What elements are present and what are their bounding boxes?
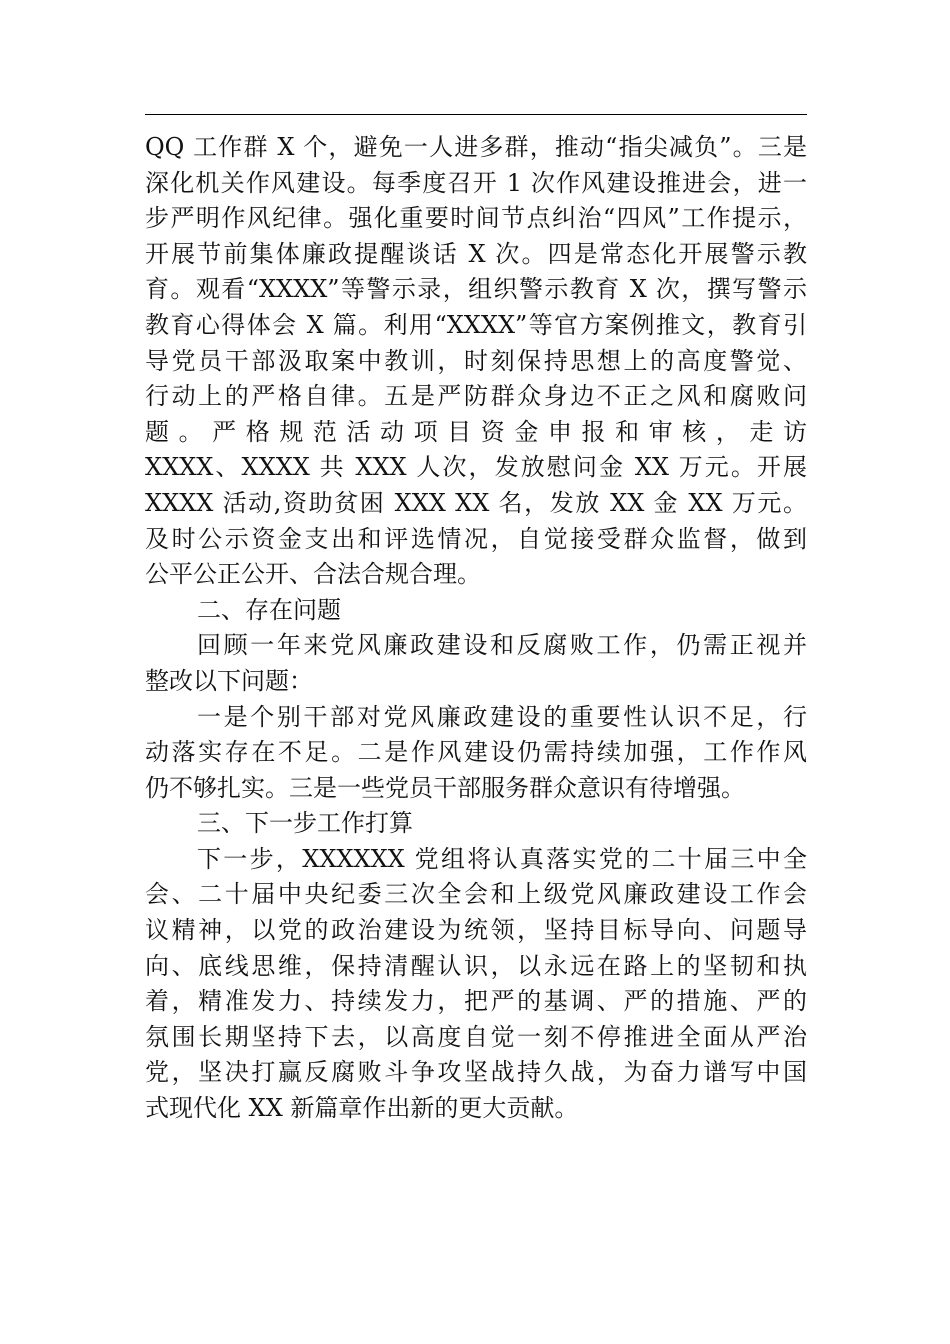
- text-line: 三、下一步工作打算: [197, 809, 413, 838]
- text-line: 党，坚决打赢反腐败斗争攻坚战持久战，为奋力谱写中国: [145, 1058, 807, 1087]
- text-line: 步严明作风纪律。强化重要时间节点纠治“四风”工作提示，: [145, 204, 807, 233]
- text-line: 育。观看“XXXX”等警示录，组织警示教育 X 次，撰写警示: [145, 275, 807, 304]
- text-line: QQ 工作群 X 个，避免一人进多群，推动“指尖减负”。三是: [145, 133, 807, 161]
- text-line: 仍不够扎实。三是一些党员干部服务群众意识有待增强。: [145, 773, 745, 802]
- text-line: 教育心得体会 X 篇。利用“XXXX”等官方案例推文，教育引: [145, 310, 807, 339]
- text-line: XXXX 活动,资助贫困 XXX XX 名，发放 XX 金 XX 万元。: [145, 488, 807, 517]
- text-line: 深化机关作风建设。每季度召开 1 次作风建设推进会，进一: [145, 168, 807, 197]
- text-line: 开展节前集体廉政提醒谈话 X 次。四是常态化开展警示教: [145, 239, 807, 268]
- text-line: 会、二十届中央纪委三次全会和上级党风廉政建设工作会: [145, 880, 807, 909]
- text-line: 向、底线思维，保持清醒认识，以永远在路上的坚韧和执: [145, 951, 807, 980]
- text-line: 行动上的严格自律。五是严防群众身边不正之风和腐败问: [145, 382, 807, 411]
- text-line: 二、存在问题: [197, 595, 341, 624]
- document-body: [145, 130, 807, 1127]
- text-line: 议精神，以党的政治建设为统领，坚持目标导向、问题导: [145, 916, 807, 945]
- text-line: 整改以下问题：: [145, 666, 313, 695]
- text-line: 着，精准发力、持续发力，把严的基调、严的措施、严的: [145, 987, 807, 1016]
- text-line: 及时公示资金支出和评选情况，自觉接受群众监督，做到: [145, 524, 807, 553]
- text-line: 下一步，XXXXXX 党组将认真落实党的二十届三中全: [197, 844, 807, 873]
- text-line: 式现代化 XX 新篇章作出新的更大贡献。: [145, 1094, 579, 1123]
- text-line: 公平公正公开、合法合规合理。: [145, 560, 481, 589]
- text-line: 导党员干部汲取案中教训，时刻保持思想上的高度警觉、: [145, 346, 807, 375]
- text-line: 氛围长期坚持下去，以高度自觉一刻不停推进全面从严治: [145, 1022, 807, 1051]
- text-line: 题 。 严 格 规 范 活 动 项 目 资 金 申 报 和 审 核 ， 走 访: [145, 417, 807, 446]
- text-line: 一是个别干部对党风廉政建设的重要性认识不足，行: [197, 702, 807, 731]
- text-line: 动落实存在不足。二是作风建设仍需持续加强，工作作风: [145, 738, 807, 767]
- text-line: 回顾一年来党风廉政建设和反腐败工作，仍需正视并: [197, 631, 807, 660]
- text-line: XXXX、XXXX 共 XXX 人次，发放慰问金 XX 万元。开展: [145, 453, 807, 482]
- header-rule: [145, 114, 807, 115]
